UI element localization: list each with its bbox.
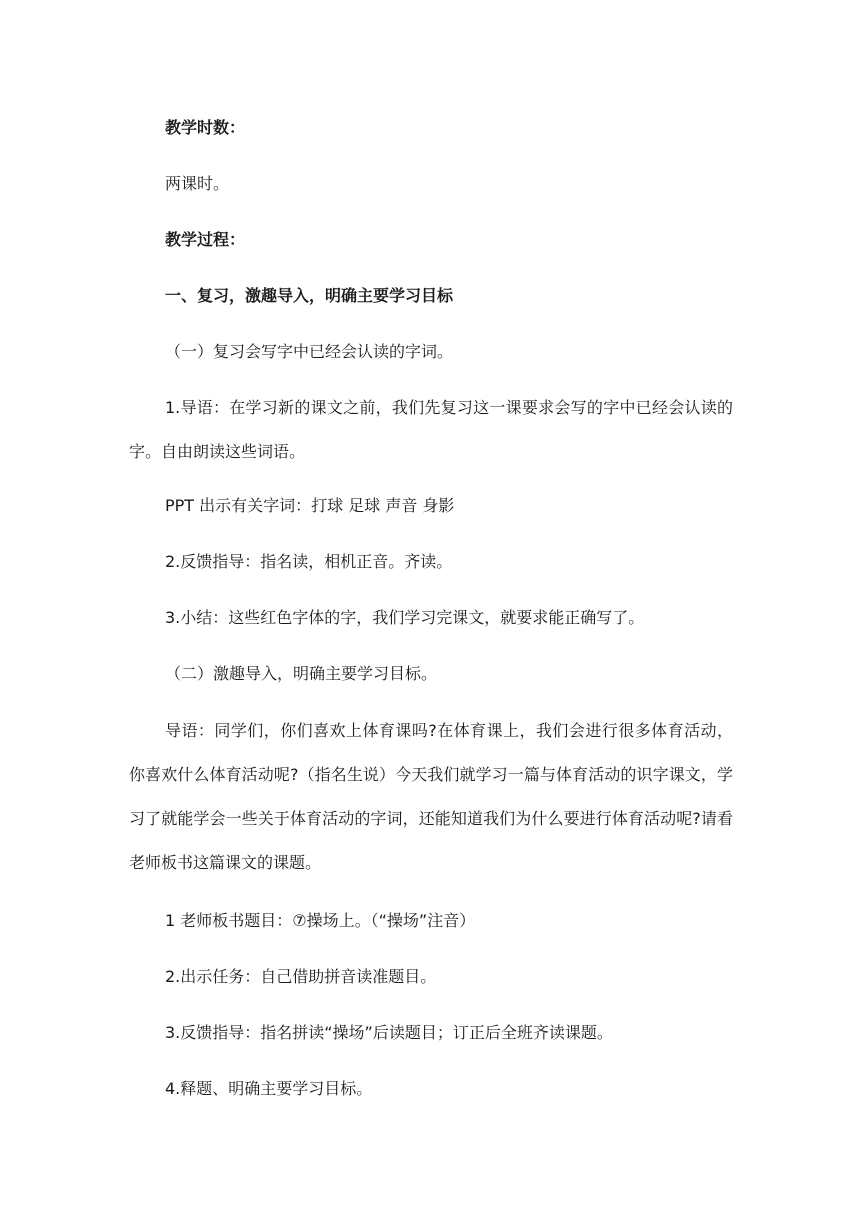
paragraph-explain-title: 4.释题、明确主要学习目标。 — [165, 1079, 373, 1098]
heading-teaching-process: 教学过程： — [165, 230, 246, 249]
subsection-heading-1: （一）复习会写字中已经会认读的字词。 — [165, 342, 454, 361]
subsection-heading-2: （二）激趣导入，明确主要学习目标。 — [165, 664, 438, 683]
section-heading-1: 一、复习，激趣导入，明确主要学习目标 — [165, 286, 454, 305]
paragraph-hours-value: 两课时。 — [165, 174, 230, 193]
paragraph-ppt-words: PPT 出示有关字词：打球 足球 声音 身影 — [165, 496, 455, 515]
heading-teaching-hours: 教学时数： — [165, 118, 246, 137]
paragraph-summary: 3.小结：这些红色字体的字，我们学习完课文，就要求能正确写了。 — [165, 608, 645, 627]
paragraph-task: 2.出示任务：自己借助拼音读准题目。 — [165, 967, 437, 986]
paragraph-board-title: 1 老师板书题目：⑦操场上。（“操场”注音） — [165, 911, 476, 930]
paragraph-intro-1: 1.导语：在学习新的课文之前，我们先复习这一课要求会写的字中已经会认读的字。自由朗读这些词语。 — [129, 398, 733, 461]
paragraph-intro-2: 导语：同学们，你们喜欢上体育课吗?在体育课上，我们会进行很多体育活动，你喜欢什么体育活动呢?（指名生说）今天我们就学习一篇与体育活动的识字课文，学习了就能学会一些关于体育活动的字词，还能知道我们为什么要进行体育活动呢?请看老师板书这篇课文的课题。 — [129, 721, 733, 872]
paragraph-feedback-1: 2.反馈指导：指名读，相机正音。齐读。 — [165, 552, 453, 571]
paragraph-feedback-2: 3.反馈指导：指名拼读“操场”后读题目；订正后全班齐读课题。 — [165, 1023, 613, 1042]
